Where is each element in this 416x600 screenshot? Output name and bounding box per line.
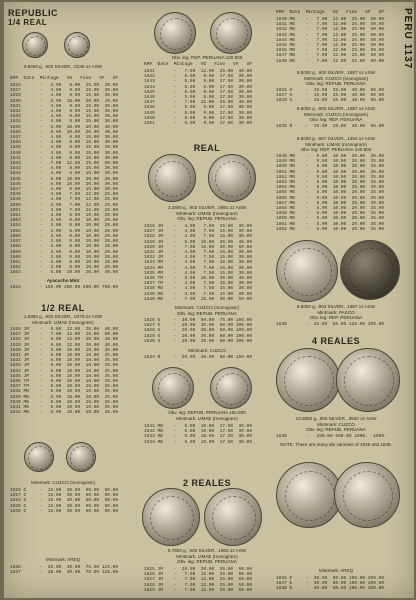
ayacucho-row: 1826 - 150.00 250.00 500.00 750.00 (10, 285, 119, 290)
quarter-real-rows: 1826 - 4.00 8.00 15.00 30.00 1827 - 4.00 8.00 15.00 30.00 1829 - 4.00 8.00 15.00 30.00 1830 - 5.00 10.00 20.00 40.00 1831 - 4.00 8.00 15.00 30.00 1832 - 4.00 8.00 15.00 30.00 1833 - 4.00 8.00 15.00 30.00 1834 - 4.00 8.00 15.00 30.00 1835 - 5.00 10.00 20.00 40.00 1836 - 5.00 10.00 20.00 40.00 1837 - 4.00 8.00 15.00 30.00 1838 - 4.00 8.00 15.00 30.00 1839 - 4.00 8.00 15.00 30.00 1840 - 4.00 8.00 15.00 30.00 1841 - 4.00 8.00 15.00 30.00 1842 - 7.00 12.50 25.00 50.00 1843 - 4.00 8.00 15.00 30.00 1844 - 4.00 8.00 15.00 30.00 1845 - 5.00 10.00 20.00 40.00 1846 - 5.00 10.00 20.00 40.00 1847 - 4.00 8.00 15.00 30.00 1848 - 4.00 7.00 12.00 25.00 1849 - 4.00 7.00 12.00 25.00 1850 - 4.00 7.00 12.00 25.00 1851 - 4.00 7.00 12.00 25.00 1852 - 3.00 6.00 10.00 20.00 1853 - 3.00 6.00 10.00 20.00 1854 - 3.00 6.00 10.00 20.00 1855 - 3.00 6.00 10.00 20.00 1856 - 3.00 6.00 10.00 20.00 1857 - 3.00 6.00 10.00 20.00 1858 - 3.00 6.00 10.00 20.00 1859 - 3.00 6.00 10.00 20.00 1860 - 3.00 6.00 10.00 20.00 1861 - 3.00 6.00 10.00 20.00 1862 - 3.00 6.00 10.00 20.00 1863 - 5.00 10.00 20.00 40.00 (10, 83, 119, 276)
rows-right-d: 1848 MB - 5.00 10.00 20.00 35.00 1849 MB - 5.00 10.00 20.00 35.00 1850 MB - 5.00 10.00 20.00 35.00 1851 MB - 5.00 10.00 20.00 35.00 1852 MB - 5.00 10.00 20.00 35.00 1853 MB - 5.00 10.00 20.00 35.00 1854 MB - 5.00 10.00 20.00 35.00 1855 MB - 5.00 10.00 20.00 35.00 1856 MB - 5.00 10.00 20.00 35.00 1857 MB - 5.00 10.00 20.00 35.00 1858 MB - 5.00 10.00 20.00 35.00 1859 MB - 5.00 10.00 20.00 35.00 1860 MB - 5.00 10.00 20.00 35.00 1861 MB - 5.00 10.00 20.00 35.00 1862 MB - 5.00 10.00 20.00 35.00 (276, 154, 385, 232)
rows-right-e: 1836 - 35.00 65.00 125.00 200.00 (276, 322, 385, 327)
cuzco-rows: 1826 G - 15.00 30.00 50.00 90.00 1827 G - 15.00 30.00 50.00 90.00 1828 G - 15.00 30.00 50.00 90.00 1829 G - 15.00 30.00 50.00 90.00 1830 G - 15.00 30.00 50.00 90.00 (10, 488, 119, 514)
quarter-real-title: 1/4 REAL (8, 18, 48, 27)
areq-reverse-image (334, 462, 400, 528)
two-reales-spec: 6.7600 g, .903 SILVER, .1963 oz ASW Mintmark: LIMAE (monogram) Obv. leg: REPUB. PERUANA (167, 548, 247, 564)
quarter-real-spec: 0.8450 g, .903 SILVER, .0245 oz ASW (23, 64, 103, 69)
cuzco-mint-label: Mintmark: CUZCO (monogram) (30, 480, 96, 485)
coin-top-reverse-image (210, 12, 252, 54)
right-reverse-image (340, 240, 400, 300)
coin-obverse-image (22, 32, 48, 58)
country-label: PERU (402, 8, 413, 40)
republic-heading: REPUBLIC (8, 8, 59, 18)
real-2-reverse-image (210, 367, 252, 409)
arequipa-rows: 1836 - 20.00 40.00 75.00 125.00 1837 - 20.00 40.00 75.00 125.00 (10, 565, 119, 576)
half-real-rows: 1826 JM - 6.00 12.00 20.00 40.00 1827 JM - 7.00 14.00 25.00 50.00 1828 JM - 6.00 12.00 20.00 40.00 1829 JM - 6.00 12.00 20.00 40.00 1830 JM - 5.00 10.00 18.00 35.00 1831 JM - 5.00 10.00 18.00 35.00 1832 JM - 5.00 10.00 18.00 35.00 1833 JM - 5.00 10.00 18.00 35.00 1834 JM - 5.00 10.00 18.00 35.00 1835 JM - 5.00 10.00 18.00 35.00 1836 TM - 5.00 10.00 18.00 35.00 1837 TM - 5.00 10.00 18.00 35.00 1838 MB - 5.00 10.00 18.00 35.00 1839 MB - 5.00 10.00 18.00 35.00 1840 MB - 5.00 10.00 18.00 35.00 1841 MB - 5.00 10.00 18.00 35.00 1842 MB - 5.00 10.00 18.00 35.00 (10, 327, 119, 416)
two-reales-reverse-image (204, 488, 262, 546)
obverse-legend-top: Obv. leg: REP. PERUANA 100.500 (171, 55, 243, 60)
real-spec: 3.3800 g, .903 SILVER, .0981 oz ASW Mintmark: LIMAE (monogram) Obv. leg: REPUB. PERUANA (167, 205, 247, 221)
half-real-obverse-image (24, 442, 54, 472)
four-reales-obverse-image (276, 348, 340, 412)
four-reales-reverse-image (336, 348, 400, 412)
half-real-reverse-image (66, 442, 96, 472)
half-real-spec: 1.6900 g, .903 SILVER, .0479 oz ASW Mintmark: LIMAE (monogram) (23, 314, 103, 325)
rows-middle-e: 1841 MB - 5.00 10.00 17.50 30.00 1842 MB - 5.00 10.00 17.50 30.00 1843 MB - 5.00 10.00 17.50 30.00 1844 MB - 5.00 10.00 17.50 30.00 (144, 424, 253, 445)
rows-right-b: 1826 G - 15.00 25.00 40.00 65.00 1827 G - 15.00 25.00 40.00 65.00 1828 G - 15.00 25.00 40.00 65.00 (276, 88, 385, 104)
rows-middle-f: 1825 JM - 10.00 20.00 35.00 60.00 1826 JM - 7.00 12.00 25.00 50.00 1827 JM - 7.00 12.00 25.00 50.00 1828 JM - 7.00 12.00 25.00 50.00 1829 JM - 7.00 12.00 25.00 50.00 (144, 567, 253, 593)
obverse-legend-mid: Obv. leg: REPUB. PERUANA 100.500 Mintmark: LIMAE (monogram) (168, 410, 246, 421)
real-reverse-image (208, 154, 256, 202)
two-reales-title: 2 REALES (182, 478, 231, 488)
ayacucho-mint-label: Ayacucho Mint (46, 278, 80, 283)
coin-top-obverse-image (154, 12, 196, 54)
rows-middle-a: 1841 - 7.00 12.00 25.00 40.00 1842 - 5.00 9.00 17.50 30.00 1843 - 5.00 9.00 17.50 30.00 1844 - 5.00 9.00 17.50 30.00 1845 - 5.00 9.00 17.50 30.00 1846 - 5.00 9.00 17.50 30.00 1847 - 7.00 12.00 25.00 40.00 1848 - 5.00 9.00 17.50 30.00 1849 - 5.00 9.00 17.50 30.00 1850 - 5.00 9.00 17.50 30.00 1851 - 5.00 9.00 17.50 30.00 (144, 69, 253, 127)
column-heads-2: KM# Date Mintage VG Fine VF XF (144, 62, 253, 67)
real-2-obverse-image (152, 367, 194, 409)
spec-right-c: 6.5000 g, .667 SILVER, .1394 oz ASW Mintmark: LIMAE (monogram) Obv. leg: REP. PERUANA 100.500 (296, 136, 376, 152)
half-real-title: 1/2 REAL (41, 303, 85, 313)
spec-right-b: 6.5000 g, .903 SILVER, .1887 oz ASW Mintmark: CUZCO (monogram) Obv. leg: REP. PERUANA (296, 106, 376, 122)
right-obverse-image (276, 240, 338, 302)
four-reales-title: 4 REALES (311, 336, 360, 346)
coin-reverse-image (64, 32, 90, 58)
column-heads: KM# Date Mintage VG Fine VF XF (10, 76, 119, 81)
rows-right-a: 1840 MB - 7.00 12.00 25.00 50.00 1841 MB - 7.00 12.00 25.00 50.00 1842 MB - 7.00 12.00 25.00 50.00 1843 MB - 7.00 12.00 25.00 50.00 1844 MB - 7.00 12.00 25.00 50.00 1845 MB - 7.00 12.00 25.00 50.00 1846 MB - 7.00 12.00 25.00 50.00 1847 MB - 7.00 12.00 25.00 50.00 1848 MB - 7.00 12.00 25.00 50.00 (276, 17, 385, 64)
page-edge-label (402, 8, 413, 69)
spec-right-a: 6.5000 g, .903 SILVER, .1887 oz ASW Mintmark: CUZCO (monogram) Obv. leg: REPUB. PERUANA (296, 70, 376, 86)
rows-middle-b: 1826 JM - 4.00 7.50 15.00 30.00 1827 JM - 4.00 7.50 15.00 30.00 1828 JM - 4.00 7.50 15.00 30.00 1829 JM - 5.00 10.00 20.00 40.00 1830 JM - 7.00 15.00 30.00 50.00 1831 JM - 4.00 7.50 15.00 30.00 1832 JM - 4.00 7.50 15.00 30.00 1833 MM - 4.00 7.50 15.00 30.00 1834 MM - 4.00 7.50 15.00 30.00 1835 MM - 4.00 7.50 15.00 30.00 1836 TM - 5.00 10.00 20.00 40.00 1837 TM - 4.00 7.50 15.00 30.00 1838 MB - 4.00 7.50 15.00 30.00 1839 MB - 4.00 7.50 15.00 30.00 1840 MB - 7.00 15.00 30.00 50.00 (144, 224, 253, 302)
column-heads-3: KM# Date Mintage VG Fine VF XF (276, 10, 385, 15)
cuzco-label-middle-2: Mintmark: CUZCO (188, 348, 226, 353)
rows-right-c: 1838 B - 15.00 25.00 40.00 65.00 (276, 124, 385, 129)
arequipa-mint-label: Mintmark: AREQ (45, 557, 81, 562)
die-variety-note: NOTE: There are many die varieties of 1835 and 1836. (280, 442, 392, 447)
real-title: REAL (193, 143, 221, 153)
rows-middle-c: 1826 G - 30.00 50.00 75.00 100.00 1827 G - 20.00 35.00 60.00 100.00 1828 G - 20.00 35.00 60.00 100.00 1829 G - 20.00 35.00 60.00 100.00 1830 G - 20.00 35.00 60.00 100.00 (144, 318, 253, 344)
page-number: 1137 (402, 43, 413, 70)
catalog-page (4, 2, 414, 598)
areq-obverse-image (276, 462, 342, 528)
areq-mint-label: Mintmark: AREQ (318, 568, 354, 573)
rows-right-g: 1836 E - 30.00 60.00 100.00 200.00 1837 E - 30.00 60.00 100.00 200.00 1838 E - 30.00 60.00 100.00 200.00 (276, 576, 385, 592)
rows-right-f: 1836 - 250.00 500.00 1000. 1500. (276, 434, 387, 439)
rows-middle-d: 1834 B - 20.00 40.00 80.00 150.00 (144, 355, 253, 360)
four-reales-spec: 13.5000 g, .903 SILVER, .3920 oz ASW Mintmark: CUZCO Obv. leg: REPUB. PERUANA (295, 416, 377, 432)
spec-right-d: 6.5000 g, .903 SILVER, .1887 oz ASW Mintmark: PASCO Obv. leg: REP. PERUANA (296, 304, 376, 320)
real-obverse-image (148, 154, 196, 202)
two-reales-obverse-image (142, 488, 200, 546)
cuzco-label-middle: Mintmark: CUZCO (monogram) Obv. leg: REPUB. PERUANA (174, 305, 240, 316)
